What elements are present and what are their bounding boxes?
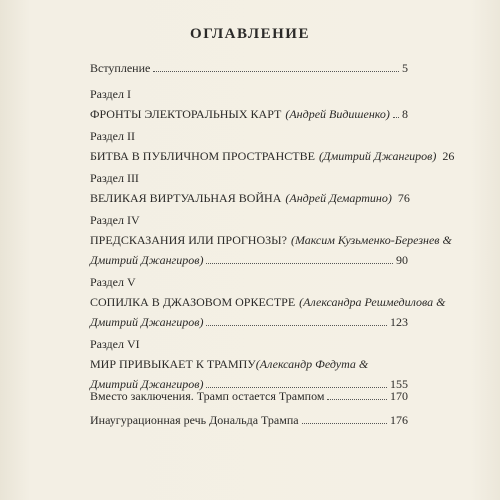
entry-author: Дмитрий Джангиров) bbox=[90, 377, 204, 391]
entry-title: ПРЕДСКАЗАНИЯ ИЛИ ПРОГНОЗЫ? bbox=[90, 233, 287, 247]
toc-entry-section-6 bbox=[90, 334, 408, 394]
entry-title: Вступление bbox=[90, 61, 151, 75]
page-number: 76 bbox=[397, 191, 410, 205]
page-title: ОГЛАВЛЕНИЕ bbox=[190, 26, 310, 42]
toc-entry-section-2 bbox=[90, 126, 455, 166]
toc-entry-section-3 bbox=[90, 168, 408, 208]
entry-title: ФРОНТЫ ЭЛЕКТОРАЛЬНЫХ КАРТ bbox=[90, 107, 282, 121]
page-number: 155 bbox=[390, 377, 408, 391]
section-label: Раздел II bbox=[90, 129, 135, 143]
page-number: 5 bbox=[402, 61, 408, 75]
page-number: 8 bbox=[402, 107, 408, 121]
section-label: Раздел IV bbox=[90, 213, 140, 227]
entry-author: (Александра Решмедилова & bbox=[299, 295, 446, 309]
section-label: Раздел VI bbox=[90, 337, 140, 351]
leader-dots bbox=[206, 324, 387, 326]
leader-dots bbox=[327, 398, 387, 400]
leader-dots bbox=[153, 70, 399, 72]
entry-author: (Андрей Видишенко) bbox=[285, 107, 390, 121]
leader-dots bbox=[393, 116, 399, 118]
page-number: 26 bbox=[442, 149, 455, 163]
leader-dots bbox=[302, 422, 387, 424]
section-label: Раздел III bbox=[90, 171, 139, 185]
toc-entry-speech bbox=[90, 410, 408, 430]
entry-title: ВЕЛИКАЯ ВИРТУАЛЬНАЯ ВОЙНА bbox=[90, 191, 282, 205]
entry-author: (Дмитрий Джангиров) bbox=[318, 149, 437, 163]
toc-entry-intro bbox=[90, 58, 408, 78]
entry-author: (Александр Федута & bbox=[255, 357, 369, 371]
entry-author: (Андрей Демартино) bbox=[285, 191, 392, 205]
page-number: 90 bbox=[396, 253, 408, 267]
entry-author: Дмитрий Джангиров) bbox=[90, 315, 204, 329]
toc-entry-conclusion bbox=[90, 386, 408, 406]
page-number: 176 bbox=[390, 413, 408, 427]
toc-entry-section-4 bbox=[90, 210, 452, 270]
entry-author: (Максим Кузьменко-Березнев & bbox=[290, 233, 452, 247]
leader-dots bbox=[206, 262, 393, 264]
entry-title: МИР ПРИВЫКАЕТ К ТРАМПУ bbox=[90, 357, 256, 371]
toc-entry-section-5 bbox=[90, 272, 446, 332]
entry-title: Инаугурационная речь Дональда Трампа bbox=[90, 413, 299, 427]
page-number: 123 bbox=[390, 315, 408, 329]
toc-entry-section-1 bbox=[90, 84, 408, 124]
entry-author: Дмитрий Джангиров) bbox=[90, 253, 204, 267]
entry-title: СОПИЛКА В ДЖАЗОВОМ ОРКЕСТРЕ bbox=[90, 295, 296, 309]
entry-title: Вместо заключения. Трамп остается Трампом bbox=[90, 389, 325, 403]
section-label: Раздел I bbox=[90, 87, 131, 101]
page-number: 170 bbox=[390, 389, 408, 403]
section-label: Раздел V bbox=[90, 275, 136, 289]
entry-title: БИТВА В ПУБЛИЧНОМ ПРОСТРАНСТВЕ bbox=[90, 149, 315, 163]
